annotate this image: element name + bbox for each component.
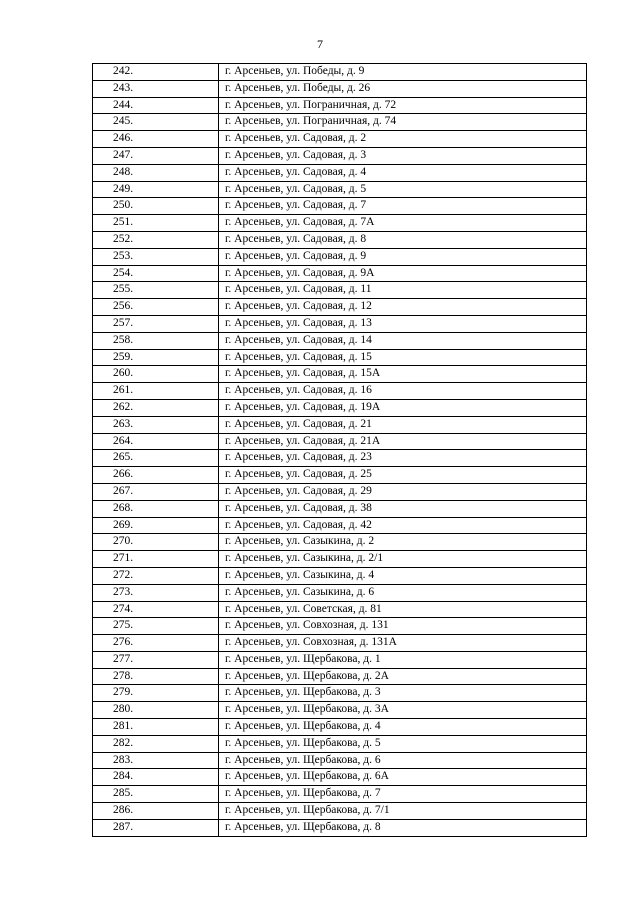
row-number: 247. [93,147,219,164]
row-address: г. Арсеньев, ул. Щербакова, д. 3 [219,685,587,702]
table-row [93,198,587,215]
row-address: г. Арсеньев, ул. Сазыкина, д. 2 [219,534,587,551]
row-number: 261. [93,383,219,400]
row-address: г. Арсеньев, ул. Сазыкина, д. 4 [219,567,587,584]
table-row [93,752,587,769]
table-row [93,114,587,131]
row-address: г. Арсеньев, ул. Советская, д. 81 [219,601,587,618]
row-number: 272. [93,567,219,584]
row-address: г. Арсеньев, ул. Садовая, д. 21 [219,416,587,433]
row-number: 257. [93,315,219,332]
row-number: 260. [93,366,219,383]
table-row [93,399,587,416]
table-row [93,332,587,349]
row-address: г. Арсеньев, ул. Щербакова, д. 2А [219,668,587,685]
page-number: 7 [317,37,323,51]
row-number: 269. [93,517,219,534]
address-table [92,63,587,837]
row-address: г. Арсеньев, ул. Садовая, д. 2 [219,131,587,148]
table-row [93,551,587,568]
row-address: г. Арсеньев, ул. Садовая, д. 11 [219,282,587,299]
row-address: г. Арсеньев, ул. Садовая, д. 9А [219,265,587,282]
row-address: г. Арсеньев, ул. Садовая, д. 12 [219,299,587,316]
table-row [93,366,587,383]
row-number: 254. [93,265,219,282]
table-row [93,584,587,601]
table-row [93,349,587,366]
row-number: 267. [93,483,219,500]
row-address: г. Арсеньев, ул. Щербакова, д. 8 [219,819,587,836]
row-address: г. Арсеньев, ул. Садовая, д. 4 [219,164,587,181]
table-row [93,786,587,803]
table-row [93,181,587,198]
row-number: 256. [93,299,219,316]
table-row [93,702,587,719]
table-row [93,416,587,433]
row-number: 285. [93,786,219,803]
table-row [93,450,587,467]
row-number: 264. [93,433,219,450]
row-address: г. Арсеньев, ул. Пограничная, д. 72 [219,97,587,114]
row-number: 242. [93,64,219,81]
row-address: г. Арсеньев, ул. Садовая, д. 7 [219,198,587,215]
row-address: г. Арсеньев, ул. Садовая, д. 7А [219,215,587,232]
row-number: 287. [93,819,219,836]
row-number: 255. [93,282,219,299]
table-row [93,685,587,702]
row-address: г. Арсеньев, ул. Садовая, д. 15 [219,349,587,366]
row-address: г. Арсеньев, ул. Садовая, д. 13 [219,315,587,332]
table-row [93,315,587,332]
row-address: г. Арсеньев, ул. Сазыкина, д. 2/1 [219,551,587,568]
row-number: 278. [93,668,219,685]
table-row [93,534,587,551]
row-number: 273. [93,584,219,601]
row-address: г. Арсеньев, ул. Садовая, д. 25 [219,467,587,484]
row-number: 244. [93,97,219,114]
row-number: 246. [93,131,219,148]
table-row [93,433,587,450]
row-number: 268. [93,500,219,517]
row-number: 263. [93,416,219,433]
table-row [93,668,587,685]
table-row [93,819,587,836]
table-row [93,735,587,752]
row-address: г. Арсеньев, ул. Садовая, д. 9 [219,248,587,265]
row-number: 270. [93,534,219,551]
row-address: г. Арсеньев, ул. Пограничная, д. 74 [219,114,587,131]
row-address: г. Арсеньев, ул. Садовая, д. 8 [219,231,587,248]
row-number: 252. [93,231,219,248]
row-number: 286. [93,803,219,820]
table-row [93,97,587,114]
row-number: 283. [93,752,219,769]
table-row [93,383,587,400]
table-row [93,64,587,81]
row-address: г. Арсеньев, ул. Сазыкина, д. 6 [219,584,587,601]
row-address: г. Арсеньев, ул. Садовая, д. 42 [219,517,587,534]
table-row [93,803,587,820]
table-row [93,164,587,181]
table-row [93,635,587,652]
row-address: г. Арсеньев, ул. Щербакова, д. 7/1 [219,803,587,820]
table-row [93,567,587,584]
address-table-body [93,64,587,837]
row-number: 279. [93,685,219,702]
row-number: 259. [93,349,219,366]
table-row [93,769,587,786]
table-row [93,517,587,534]
row-address: г. Арсеньев, ул. Совхозная, д. 131 [219,618,587,635]
row-number: 282. [93,735,219,752]
row-address: г. Арсеньев, ул. Щербакова, д. 3А [219,702,587,719]
row-address: г. Арсеньев, ул. Щербакова, д. 6А [219,769,587,786]
table-row [93,147,587,164]
row-number: 243. [93,80,219,97]
row-address: г. Арсеньев, ул. Совхозная, д. 131А [219,635,587,652]
row-address: г. Арсеньев, ул. Щербакова, д. 1 [219,651,587,668]
row-number: 281. [93,719,219,736]
row-address: г. Арсеньев, ул. Садовая, д. 29 [219,483,587,500]
row-address: г. Арсеньев, ул. Садовая, д. 21А [219,433,587,450]
row-address: г. Арсеньев, ул. Победы, д. 26 [219,80,587,97]
table-row [93,231,587,248]
row-number: 250. [93,198,219,215]
row-number: 248. [93,164,219,181]
row-address: г. Арсеньев, ул. Щербакова, д. 4 [219,719,587,736]
table-row [93,299,587,316]
row-number: 253. [93,248,219,265]
table-row [93,483,587,500]
row-number: 265. [93,450,219,467]
table-row [93,80,587,97]
row-number: 245. [93,114,219,131]
row-number: 251. [93,215,219,232]
row-address: г. Арсеньев, ул. Садовая, д. 16 [219,383,587,400]
row-address: г. Арсеньев, ул. Щербакова, д. 5 [219,735,587,752]
row-number: 284. [93,769,219,786]
row-address: г. Арсеньев, ул. Садовая, д. 14 [219,332,587,349]
row-number: 275. [93,618,219,635]
table-row [93,282,587,299]
row-address: г. Арсеньев, ул. Победы, д. 9 [219,64,587,81]
row-number: 274. [93,601,219,618]
row-number: 277. [93,651,219,668]
row-address: г. Арсеньев, ул. Щербакова, д. 7 [219,786,587,803]
row-address: г. Арсеньев, ул. Садовая, д. 38 [219,500,587,517]
table-row [93,719,587,736]
row-address: г. Арсеньев, ул. Садовая, д. 5 [219,181,587,198]
row-address: г. Арсеньев, ул. Садовая, д. 23 [219,450,587,467]
row-address: г. Арсеньев, ул. Садовая, д. 15А [219,366,587,383]
table-row [93,651,587,668]
table-row [93,248,587,265]
table-row [93,265,587,282]
row-number: 271. [93,551,219,568]
row-address: г. Арсеньев, ул. Щербакова, д. 6 [219,752,587,769]
table-row [93,467,587,484]
row-number: 276. [93,635,219,652]
row-number: 262. [93,399,219,416]
row-number: 266. [93,467,219,484]
table-row [93,131,587,148]
row-number: 280. [93,702,219,719]
row-number: 258. [93,332,219,349]
table-row [93,601,587,618]
table-row [93,500,587,517]
row-number: 249. [93,181,219,198]
table-row [93,215,587,232]
row-address: г. Арсеньев, ул. Садовая, д. 3 [219,147,587,164]
row-address: г. Арсеньев, ул. Садовая, д. 19А [219,399,587,416]
table-row [93,618,587,635]
